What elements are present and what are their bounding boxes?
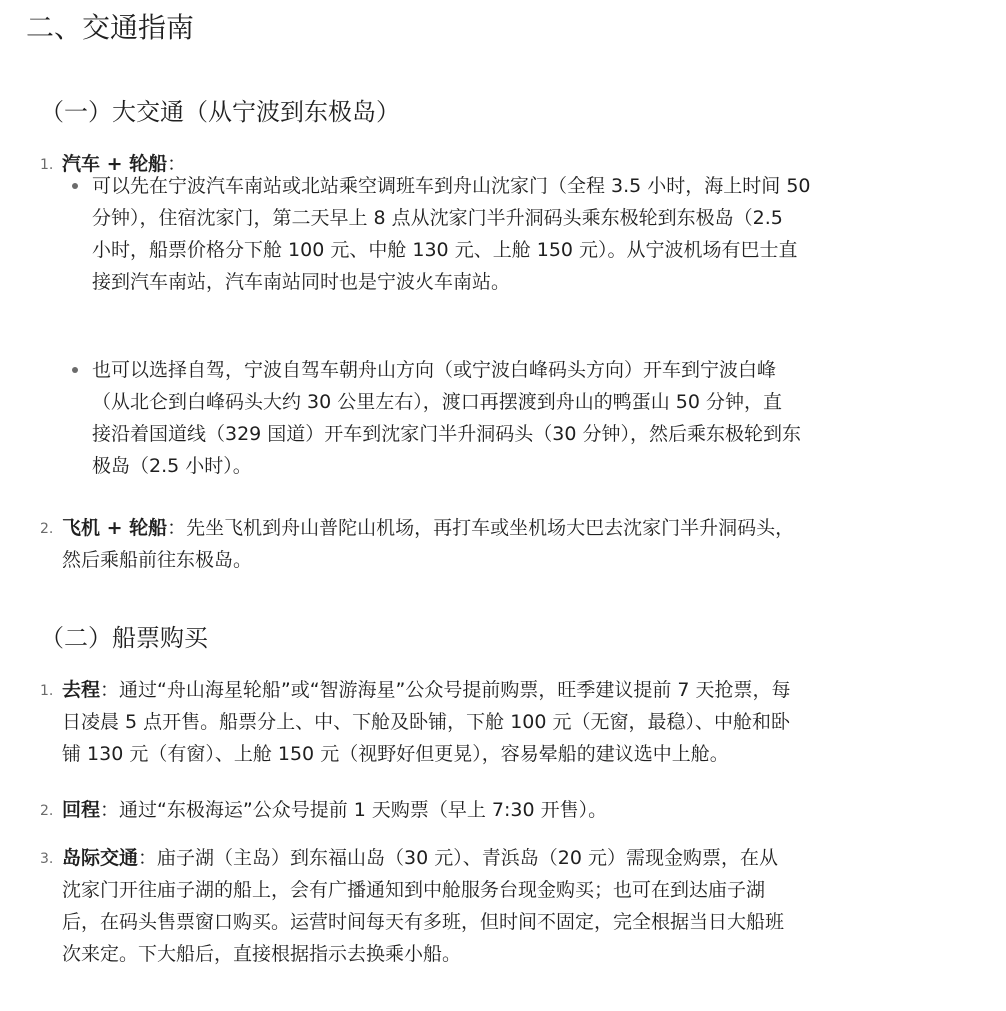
- bullet-item-bus-route: [92, 170, 987, 298]
- bullet-dot: [72, 367, 78, 373]
- list-number: 1.: [40, 157, 54, 173]
- list-number: 1.: [40, 683, 54, 699]
- paragraph-line: 后，在码头售票窗口购买。运营时间每天有多班，但时间不固定，完全根据当日大船班: [62, 911, 785, 933]
- paragraph-line: 可以先在宁波汽车南站或北站乘空调班车到舟山沈家门（全程 3.5 小时，海上时间 50: [92, 175, 811, 197]
- paragraph-line: ：通过“舟山海星轮船”或“智游海星”公众号提前购票，旺季建议提前 7 天抢票，每: [100, 679, 791, 701]
- bullet-item-self-drive: [92, 354, 987, 482]
- list-item-heading: 飞机 + 轮船: [62, 517, 168, 539]
- subsection-title-transport: （一）大交通（从宁波到东极岛）: [40, 98, 400, 126]
- paragraph-line: ：先坐飞机到舟山普陀山机场，再打车或坐机场大巴去沈家门半升洞码头，: [167, 517, 795, 539]
- paragraph-line: 日凌晨 5 点开售。船票分上、中、下舱及卧铺，下舱 100 元（无窗，最稳）、中舱和卧: [62, 711, 791, 733]
- list-item-text: ：: [167, 153, 187, 175]
- list-number: 2.: [40, 803, 54, 819]
- subsection-title-tickets: （二）船票购买: [40, 624, 208, 652]
- list-item-heading: 去程: [62, 679, 101, 701]
- paragraph-line: 沈家门开往庙子湖的船上，会有广播通知到中舱服务台现金购买；也可在到达庙子湖: [62, 879, 766, 901]
- paragraph-line: 也可以选择自驾，宁波自驾车朝舟山方向（或宁波白峰码头方向）开车到宁波白峰: [92, 359, 777, 381]
- paragraph-line: ：通过“东极海运”公众号提前 1 天购票（早上 7:30 开售）。: [100, 799, 608, 821]
- paragraph-line: 然后乘船前往东极岛。: [62, 549, 253, 571]
- list-item-plane-ship: [40, 512, 982, 576]
- list-item-inter-island: [40, 842, 982, 970]
- list-item-heading: 岛际交通: [62, 847, 139, 869]
- list-number: 2.: [40, 521, 54, 537]
- list-item-outbound: [40, 674, 982, 770]
- paragraph-line: 接到汽车南站，汽车南站同时也是宁波火车南站。: [92, 271, 511, 293]
- paragraph-line: 铺 130 元（有窗）、上舱 150 元（视野好但更晃），容易晕船的建议选中上舱。: [62, 743, 729, 765]
- paragraph-line: （从北仑到白峰码头大约 30 公里左右），渡口再摆渡到舟山的鸭蛋山 50 分钟，直: [92, 391, 783, 413]
- bullet-dot: [72, 183, 78, 189]
- paragraph-line: 小时，船票价格分下舱 100 元、中舱 130 元、上舱 150 元）。从宁波机场有巴士直: [92, 239, 798, 261]
- list-item-heading: 汽车 + 轮船: [62, 153, 168, 175]
- paragraph-line: 分钟），住宿沈家门，第二天早上 8 点从沈家门半升洞码头乘东极轮到东极岛（2.5: [92, 207, 783, 229]
- paragraph-line: ：庙子湖（主岛）到东福山岛（30 元）、青浜岛（20 元）需现金购票，在从: [138, 847, 778, 869]
- paragraph-line: 接沿着国道线（329 国道）开车到沈家门半升洞码头（30 分钟），然后乘东极轮到东: [92, 423, 802, 445]
- list-item-return: [40, 794, 982, 826]
- list-item-heading: 回程: [62, 799, 101, 821]
- list-number: 3.: [40, 851, 54, 867]
- section-title: 二、交通指南: [26, 11, 195, 44]
- paragraph-line: 极岛（2.5 小时）。: [92, 455, 252, 477]
- paragraph-line: 次来定。下大船后，直接根据指示去换乘小船。: [62, 943, 462, 965]
